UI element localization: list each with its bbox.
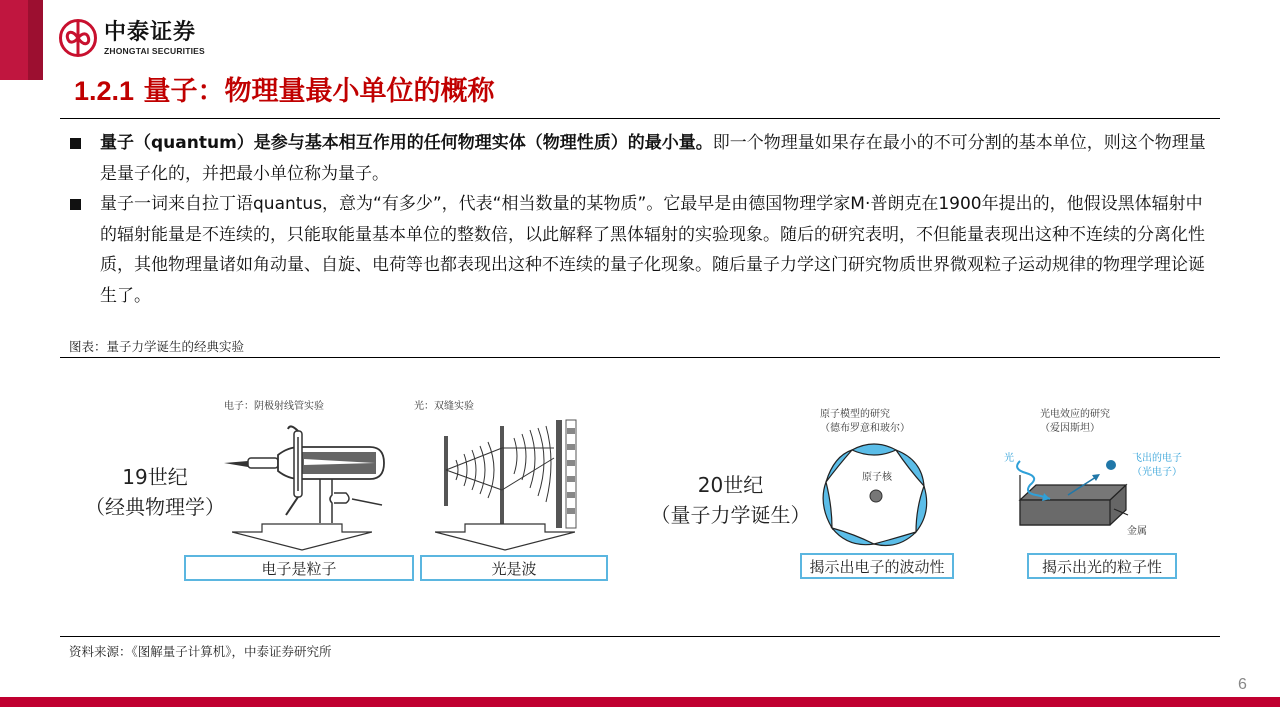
source-note: 资料来源：《图解量子计算机》，中泰证券研究所 <box>69 644 332 659</box>
bullet-bold-text: 量子（quantum）是参与基本相互作用的任何物理实体（物理性质）的最小量。 <box>100 133 713 153</box>
corner-accent-bar <box>0 0 28 80</box>
light-label: 光 <box>1004 453 1014 464</box>
experiment-label-atom-model <box>820 408 910 436</box>
section-number: 1.2.1 <box>74 76 135 106</box>
brand-name-en: ZHONGTAI SECURITIES <box>104 45 205 56</box>
atom-wave-orbit-icon <box>818 442 934 550</box>
corner-accent-bar-dark <box>28 0 43 80</box>
down-arrow-icon <box>435 522 575 552</box>
experiment-label-cathode: 电子：阴极射线管实验 <box>224 401 324 412</box>
page-title <box>74 73 494 110</box>
photoelectric-line1: 光电效应的研究 <box>1040 409 1110 420</box>
emitted-electron-line2: （光电子） <box>1132 467 1182 478</box>
page-number: 6 <box>1238 676 1247 693</box>
square-bullet-icon <box>70 199 81 210</box>
bullet-text: 量子一词来自拉丁语quantus，意为“有多少”，代表“相当数量的某物质”。它最早是由德国物理学家M·普朗克在1900年提出的，他假设黑体辐射中的辐射能量是不连续的，只能取能量基本单位的整数倍，以此解释了黑体辐射的实验现象。随后的研究表明，不但能量表现出这种不连续的分离化性质，其他物理量诸如角动量、自旋、电荷等也都表现出这种不连续的量子化现象。随后量子力学这门研究物质世界微观粒子运动规律的物理学理论诞生了。 <box>100 194 1205 306</box>
figure-bottom-divider <box>60 636 1220 637</box>
footer-bar <box>0 697 1280 707</box>
era-19-line2: （经典物理学） <box>85 495 225 519</box>
result-electron-particle: 电子是粒子 <box>184 555 414 581</box>
figure-caption: 图表：量子力学诞生的经典实验 <box>69 339 245 354</box>
atom-model-line2: （德布罗意和玻尔） <box>820 423 910 434</box>
experiment-label-double-slit: 光：双缝实验 <box>414 401 474 412</box>
double-slit-icon <box>430 418 590 530</box>
bullet-text: 即一个物理量如果存在最小的不可分割的基本单位，则这个物理量是量子化的，并把最小单位称为量子。 <box>100 133 1206 184</box>
cathode-ray-tube-icon <box>220 425 390 525</box>
zhongtai-logo-icon <box>58 18 98 58</box>
era-19-line1: 19世纪 <box>122 465 188 489</box>
title-text: 量子：物理量最小单位的概称 <box>143 76 495 107</box>
bullet-list <box>70 128 1210 311</box>
figure-top-divider <box>60 357 1220 358</box>
era-20-label <box>648 470 813 530</box>
emitted-electron-line1: 飞出的电子 <box>1132 453 1182 464</box>
era-20-line1: 20世纪 <box>697 473 764 497</box>
bullet-item-etymology <box>70 189 1210 311</box>
era-20-line2: （量子力学诞生） <box>650 503 811 527</box>
photoelectric-line2: （爱因斯坦） <box>1040 423 1100 434</box>
title-divider <box>60 118 1220 119</box>
photoelectric-effect-icon <box>1010 455 1140 550</box>
result-light-particle-nature: 揭示出光的粒子性 <box>1027 553 1177 579</box>
brand-name-cn: 中泰证券 <box>104 19 197 45</box>
square-bullet-icon <box>70 138 81 149</box>
nucleus-label: 原子核 <box>862 472 892 483</box>
result-light-wave: 光是波 <box>420 555 608 581</box>
metal-label: 金属 <box>1127 526 1147 537</box>
era-19-label <box>80 462 230 522</box>
down-arrow-icon <box>232 522 372 552</box>
result-electron-wave-nature: 揭示出电子的波动性 <box>800 553 954 579</box>
experiment-label-photoelectric <box>1040 408 1110 436</box>
brand-logo <box>58 18 205 58</box>
atom-model-line1: 原子模型的研究 <box>820 409 890 420</box>
bullet-item-definition <box>70 128 1210 189</box>
